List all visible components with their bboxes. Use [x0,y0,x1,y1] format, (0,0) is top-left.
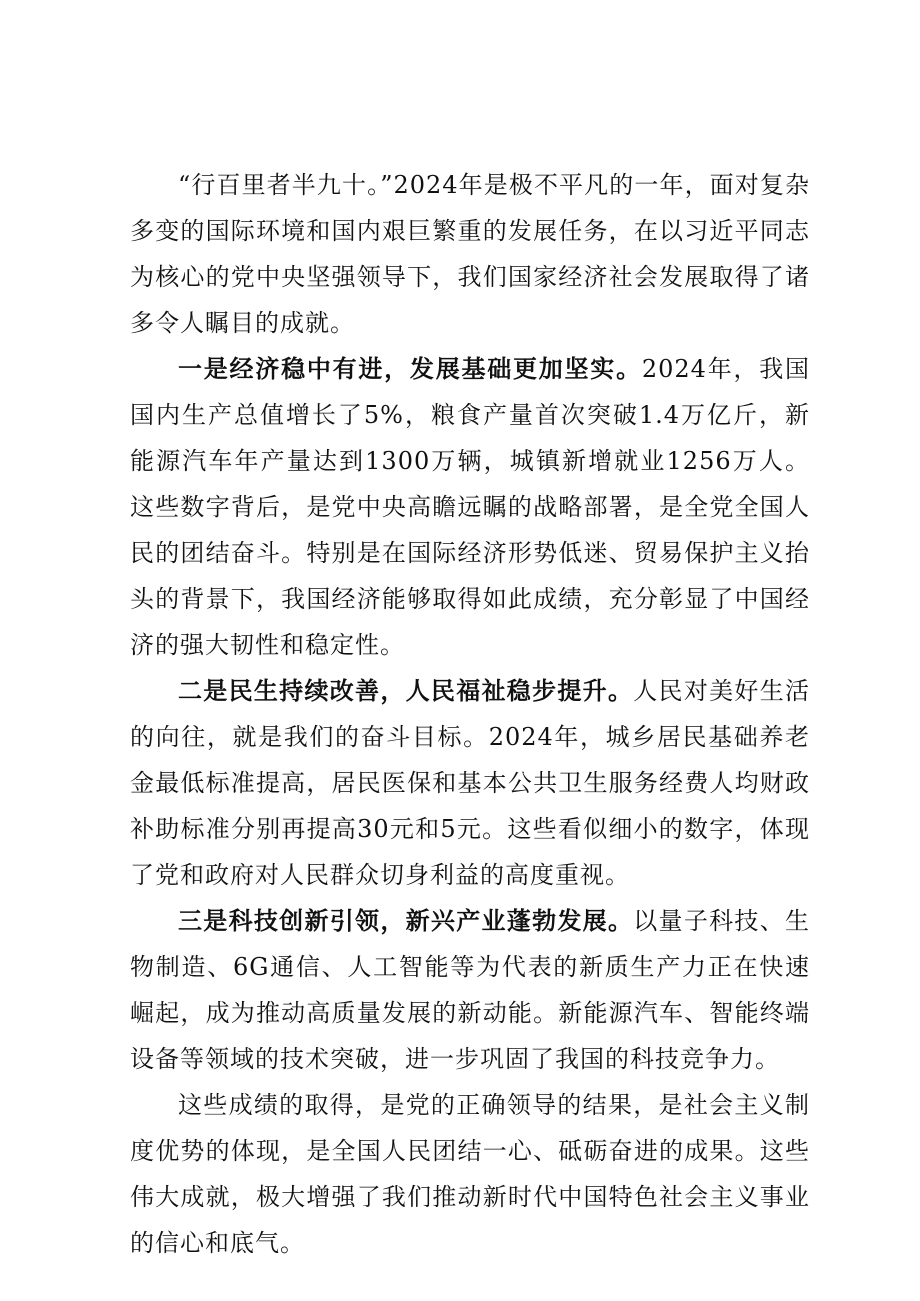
paragraph-conclusion-text: 这些成绩的取得，是党的正确领导的结果，是社会主义制度优势的体现，是全国人民团结一心、砥砺奋进的成果。这些伟大成就，极大增强了我们推动新时代中国特色社会主义事业的信心和底气。 [130,1091,810,1257]
paragraph-economy-text: 2024年，我国国内生产总值增长了5%，粮食产量首次突破1.4万亿斤，新能源汽车年产量达到1300万辆，城镇新增就业1256万人。这些数字背后，是党中央高瞻远瞩的战略部署，是全党全国人民的团结奋斗。特别是在国际经济形势低迷、贸易保护主义抬头的背景下，我国经济能够取得如此成绩，充分彰显了中国经济的强大韧性和稳定性。 [130,355,810,659]
paragraph-economy [130,346,810,668]
document-body [130,162,810,1266]
paragraph-intro-text: “行百里者半九十。”2024年是极不平凡的一年，面对复杂多变的国际环境和国内艰巨繁重的发展任务，在以习近平同志为核心的党中央坚强领导下，我们国家经济社会发展取得了诸多令人瞩目的成就。 [130,171,810,337]
paragraph-livelihood-text: 人民对美好生活的向往，就是我们的奋斗目标。2024年，城乡居民基础养老金最低标准提高，居民医保和基本公共卫生服务经费人均财政补助标准分别再提高30元和5元。这些看似细小的数字，体现了党和政府对人民群众切身利益的高度重视。 [130,677,810,889]
paragraph-technology-text: 以量子科技、生物制造、6G通信、人工智能等为代表的新质生产力正在快速崛起，成为推动高质量发展的新动能。新能源汽车、智能终端设备等领域的技术突破，进一步巩固了我国的科技竞争力。 [130,907,810,1073]
paragraph-conclusion [130,1082,810,1266]
paragraph-livelihood-lead: 二是民生持续改善，人民福祉稳步提升。 [178,676,634,705]
paragraph-intro [130,162,810,346]
paragraph-livelihood [130,668,810,898]
paragraph-economy-lead: 一是经济稳中有进，发展基础更加坚实。 [178,354,642,383]
paragraph-technology [130,898,810,1082]
paragraph-technology-lead: 三是科技创新引领，新兴产业蓬勃发展。 [178,906,634,935]
